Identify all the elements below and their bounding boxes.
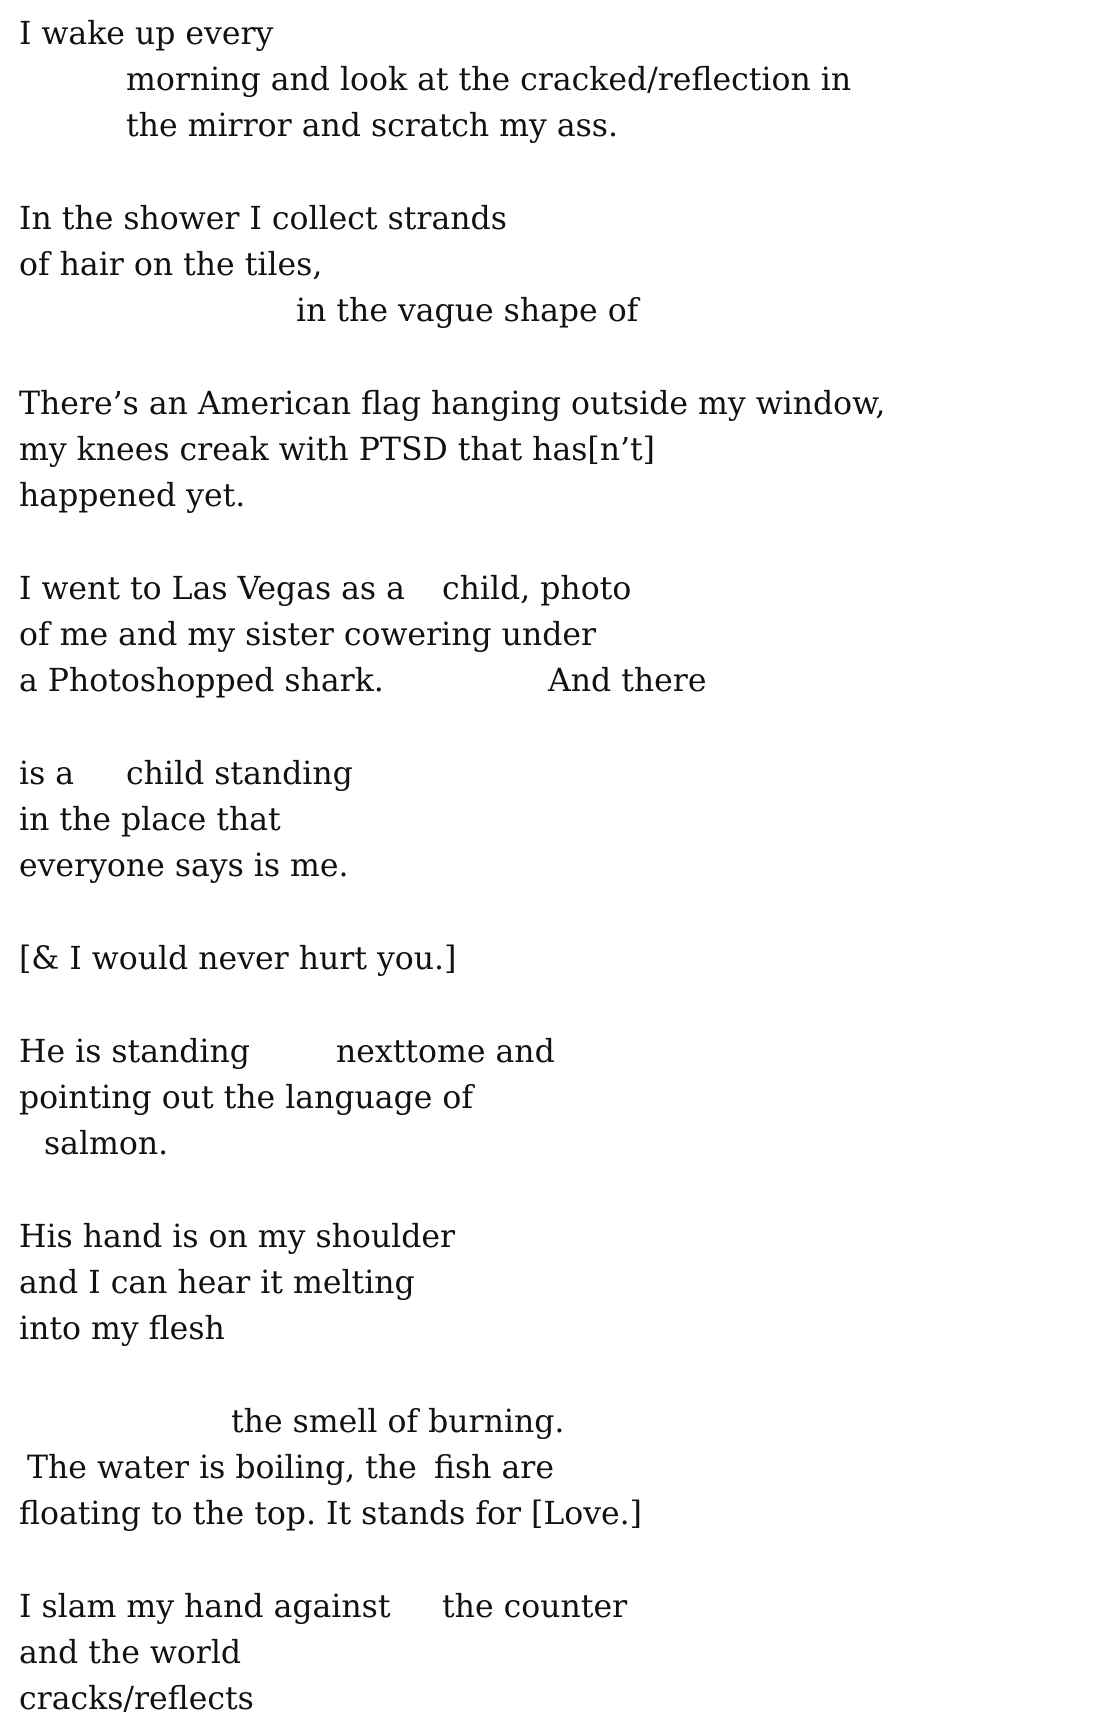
poem-line: The water is boiling, the	[27, 1450, 417, 1486]
poem-line: into my flesh	[19, 1311, 225, 1347]
poem-line: of me and my sister cowering under	[19, 617, 597, 653]
poem-line: the mirror and scratch my ass.	[126, 108, 618, 144]
poem-line: and I can hear it melting	[19, 1265, 415, 1301]
poem-line: [& I would never hurt you.]	[19, 941, 457, 977]
poem-line: the smell of burning.	[231, 1404, 565, 1440]
poem-line: He is standing	[19, 1034, 250, 1070]
poem-line: In the shower I collect strands	[19, 201, 507, 237]
poem-line: And there	[548, 663, 707, 699]
poem-line: pointing out the language of	[19, 1080, 474, 1116]
poem-line: floating to the top. It stands for [Love.]	[19, 1496, 642, 1532]
poem-line: There’s an American flag hanging outside my window,	[19, 386, 886, 422]
poem-line: the counter	[442, 1589, 628, 1625]
poem-line: and the world	[19, 1635, 242, 1671]
poem-line: my knees creak with PTSD that has[n’t]	[19, 432, 655, 468]
poem-line: in the place that	[19, 802, 281, 838]
poem-line: in the vague shape of	[296, 293, 639, 329]
poem-line: is a	[19, 756, 75, 792]
poem-line: nexttome and	[336, 1034, 555, 1070]
poem-line: happened yet.	[19, 478, 246, 514]
poem-line: of hair on the tiles,	[19, 247, 323, 283]
poem-line: I wake up every	[19, 16, 274, 52]
poem-line: everyone says is me.	[19, 848, 349, 884]
poem-line: salmon.	[44, 1126, 169, 1162]
poem-line: fish are	[434, 1450, 554, 1486]
poem-line: child, photo	[442, 571, 632, 607]
poem-line: child standing	[126, 756, 353, 792]
poem-line: His hand is on my shoulder	[19, 1219, 456, 1255]
poem-line: I slam my hand against	[19, 1589, 391, 1625]
poem-line: a Photoshopped shark.	[19, 663, 384, 699]
poem-line: cracks/reflects	[19, 1681, 254, 1717]
poem-line: morning and look at the cracked/reflection in	[126, 62, 852, 98]
poem-line: I went to Las Vegas as a	[19, 571, 405, 607]
